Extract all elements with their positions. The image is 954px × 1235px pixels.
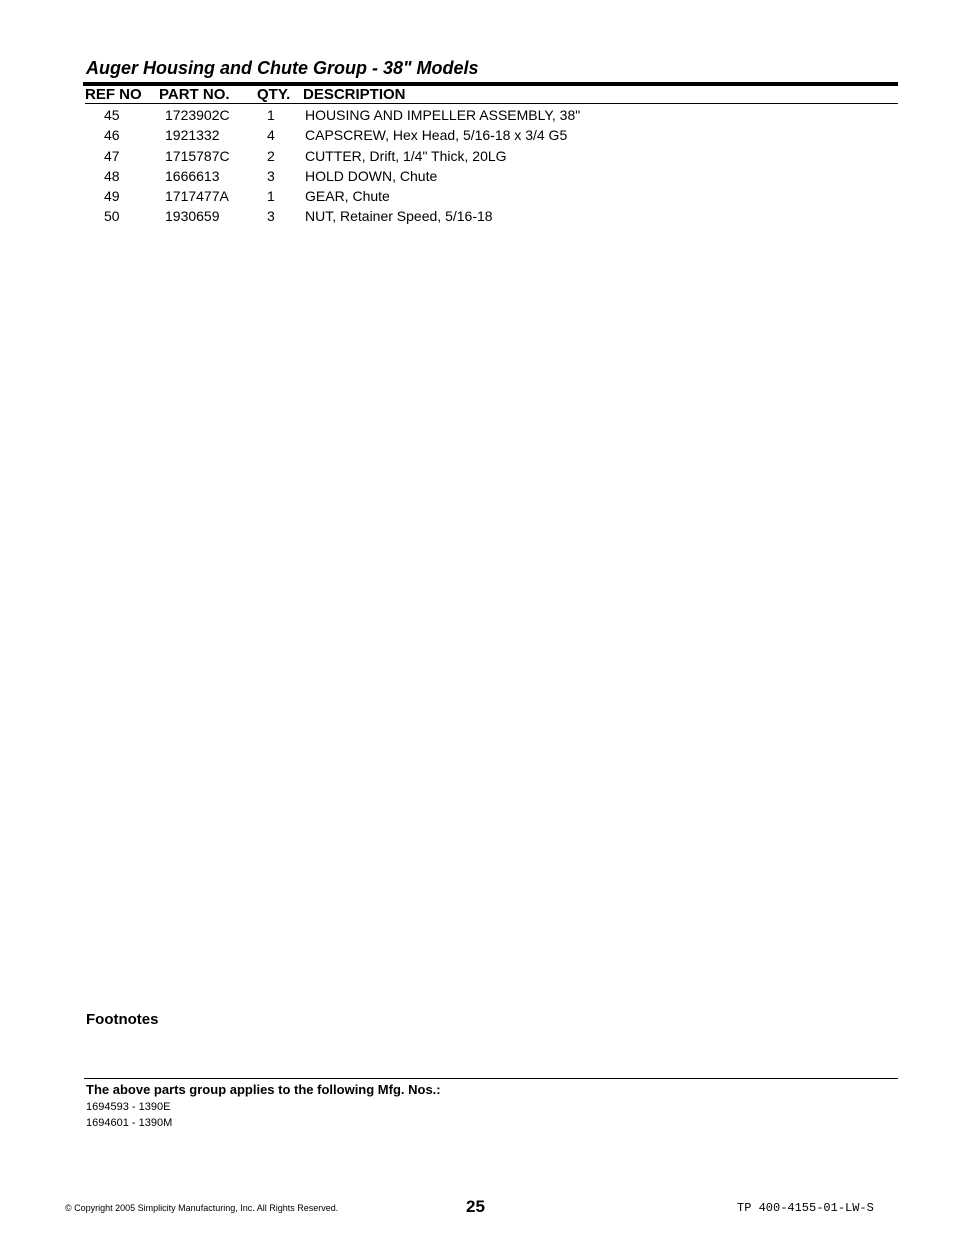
cell-description: NUT, Retainer Speed, 5/16-18	[305, 208, 493, 225]
cell-qty: 4	[267, 127, 275, 144]
table-row	[0, 127, 954, 147]
cell-part-no: 1921332	[165, 127, 220, 144]
cell-ref-no: 49	[104, 188, 120, 205]
table-row	[0, 188, 954, 208]
cell-part-no: 1717477A	[165, 188, 229, 205]
cell-qty: 1	[267, 107, 275, 123]
cell-qty: 2	[267, 147, 275, 164]
cell-description: HOLD DOWN, Chute	[305, 167, 438, 184]
cell-ref-no: 48	[104, 167, 120, 184]
cell-qty: 1	[267, 188, 275, 205]
table-row	[0, 107, 954, 127]
footnote-rule	[84, 1078, 898, 1079]
cell-description: CAPSCREW, Hex Head, 5/16-18 x 3/4 G5	[305, 127, 568, 144]
table-row	[0, 148, 954, 168]
cell-ref-no: 46	[104, 127, 120, 144]
mfg-number: 1694593 - 1390E	[86, 1101, 171, 1113]
table-row	[0, 208, 954, 228]
cell-qty: 3	[267, 167, 275, 184]
cell-description: HOUSING AND IMPELLER ASSEMBLY, 38"	[305, 107, 581, 123]
page-title: Auger Housing and Chute Group - 38" Models	[86, 58, 479, 78]
table-row	[0, 168, 954, 188]
page-number: 25	[466, 1197, 485, 1216]
cell-ref-no: 45	[104, 107, 120, 123]
copyright-notice: © Copyright 2005 Simplicity Manufacturing, Inc. All Rights Reserved.	[65, 1203, 339, 1213]
mfg-number: 1694601 - 1390M	[86, 1117, 173, 1129]
cell-ref-no: 47	[104, 147, 120, 164]
header-ref-no: REF NO	[85, 86, 142, 103]
cell-qty: 3	[267, 208, 275, 225]
cell-ref-no: 50	[104, 208, 120, 225]
header-qty: QTY.	[257, 86, 291, 103]
table-header	[85, 86, 898, 104]
cell-description: CUTTER, Drift, 1/4" Thick, 20LG	[305, 147, 507, 164]
cell-part-no: 1666613	[165, 167, 220, 184]
footnotes-heading: Footnotes	[86, 1011, 159, 1028]
header-part-no: PART NO.	[159, 86, 230, 103]
cell-part-no: 1723902C	[165, 107, 230, 123]
parts-table-body	[0, 107, 954, 229]
cell-part-no: 1715787C	[165, 147, 230, 164]
cell-part-no: 1930659	[165, 208, 220, 225]
cell-description: GEAR, Chute	[305, 188, 390, 205]
applies-to-heading: The above parts group applies to the following Mfg. Nos.:	[86, 1082, 441, 1097]
header-description: DESCRIPTION	[303, 86, 406, 103]
document-number: TP 400-4155-01-LW-S	[737, 1201, 874, 1215]
